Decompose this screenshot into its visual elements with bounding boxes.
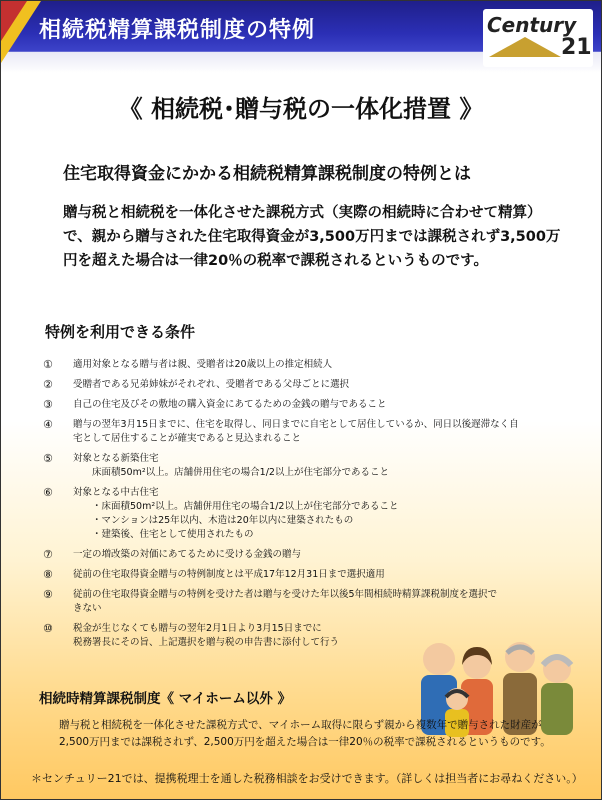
condition-number: ① [43, 358, 53, 371]
condition-item [43, 398, 563, 412]
condition-item [43, 452, 563, 480]
condition-number: ③ [43, 398, 53, 411]
condition-number: ⑥ [43, 486, 53, 499]
condition-item [43, 358, 563, 372]
condition-text: 自己の住宅及びその敷地の購入資金にあてるための金銭の贈与であること [73, 399, 387, 410]
condition-item [43, 418, 563, 446]
condition-number: ⑩ [43, 622, 53, 635]
logo-number: 21 [561, 35, 592, 60]
condition-text-continued: 宅として居住することが確実であると見込まれること [73, 433, 302, 444]
condition-text: 対象となる新築住宅 [73, 453, 159, 464]
condition-text: 一定の増改築の対価にあてるために受ける金銭の贈与 [73, 549, 302, 560]
subtitle: 住宅取得資金にかかる相続税精算課税制度の特例とは [63, 164, 471, 184]
condition-number: ⑧ [43, 568, 53, 581]
condition-text: 受贈者である兄弟姉妹がそれぞれ、受贈者である父母ごとに選択 [73, 379, 350, 390]
condition-number: ⑤ [43, 452, 53, 465]
condition-text-continued: 税務署長にその旨、上記選択を贈与税の申告書に添付して行う [73, 637, 340, 648]
myhome-section-title: 相続時精算課税制度《 マイホーム以外 》 [39, 691, 292, 707]
condition-item [43, 568, 563, 582]
condition-text: 従前の住宅取得資金贈与の特例制度とは平成17年12月31日まで選択適用 [73, 569, 385, 580]
condition-text-continued: きない [73, 603, 102, 614]
condition-text: 適用対象となる贈与者は親、受贈者は20歳以上の推定相続人 [73, 359, 333, 370]
condition-detail: ・床面積50m²以上。店舗併用住宅の場合1/2以上が住宅部分であること [73, 501, 399, 512]
conditions-heading: 特例を利用できる条件 [45, 323, 196, 341]
myhome-section-text: 贈与税と相続税を一体化させた課税方式で、マイホーム取得に限らず親から複数年で贈与された財産が2,500万円までは課税されず、2,500万円を超えた場合は一律20％の税率で課税されるというものです。 [59, 719, 551, 748]
logo-text: Century [487, 13, 577, 37]
description-text: 贈与税と相続税を一体化させた課税方式（実際の相続時に合わせて精算）で、親から贈与された住宅取得資金が3,500万円までは課税されず3,500万円を超えた場合は一律20％の税率で課税されるというものです。 [63, 205, 561, 269]
condition-text: 対象となる中古住宅 [73, 487, 159, 498]
condition-number: ⑦ [43, 548, 53, 561]
condition-item [43, 588, 563, 616]
condition-detail: ・マンションは25年以内、木造は20年以内に建築されたもの [73, 515, 354, 526]
header-title: 相続税精算課税制度の特例 [39, 18, 316, 43]
condition-number: ⑨ [43, 588, 53, 601]
conditions-list [43, 358, 563, 656]
century21-logo [483, 9, 593, 67]
condition-detail: ・建築後、住宅として使用されたもの [73, 529, 254, 540]
condition-detail: 床面積50m²以上。店舗併用住宅の場合1/2以上が住宅部分であること [73, 467, 389, 478]
condition-text: 贈与の翌年3月15日までに、住宅を取得し、同日までに自宅として居住しているか、同日以後遅滞なく自 [73, 419, 519, 430]
red-accent-shape [1, 1, 27, 41]
condition-text: 税金が生じなくても贈与の翌年2月1日より3月15日までに [73, 623, 322, 634]
header-banner [1, 1, 601, 73]
condition-item [43, 486, 563, 542]
condition-text: 従前の住宅取得資金贈与の特例を受けた者は贈与を受けた年以後5年間相続時精算課税制度を選択で [73, 589, 498, 600]
condition-item [43, 548, 563, 562]
footer-note: ＊センチュリー21では、提携税理士を通した税務相談をお受けできます。（詳しくは担当者にお尋ねください。） [31, 772, 583, 785]
condition-number: ② [43, 378, 53, 391]
logo-roof-shape [489, 37, 561, 57]
condition-number: ④ [43, 418, 53, 431]
main-title: 《 相続税･贈与税の一体化措置 》 [118, 95, 484, 123]
condition-item [43, 378, 563, 392]
